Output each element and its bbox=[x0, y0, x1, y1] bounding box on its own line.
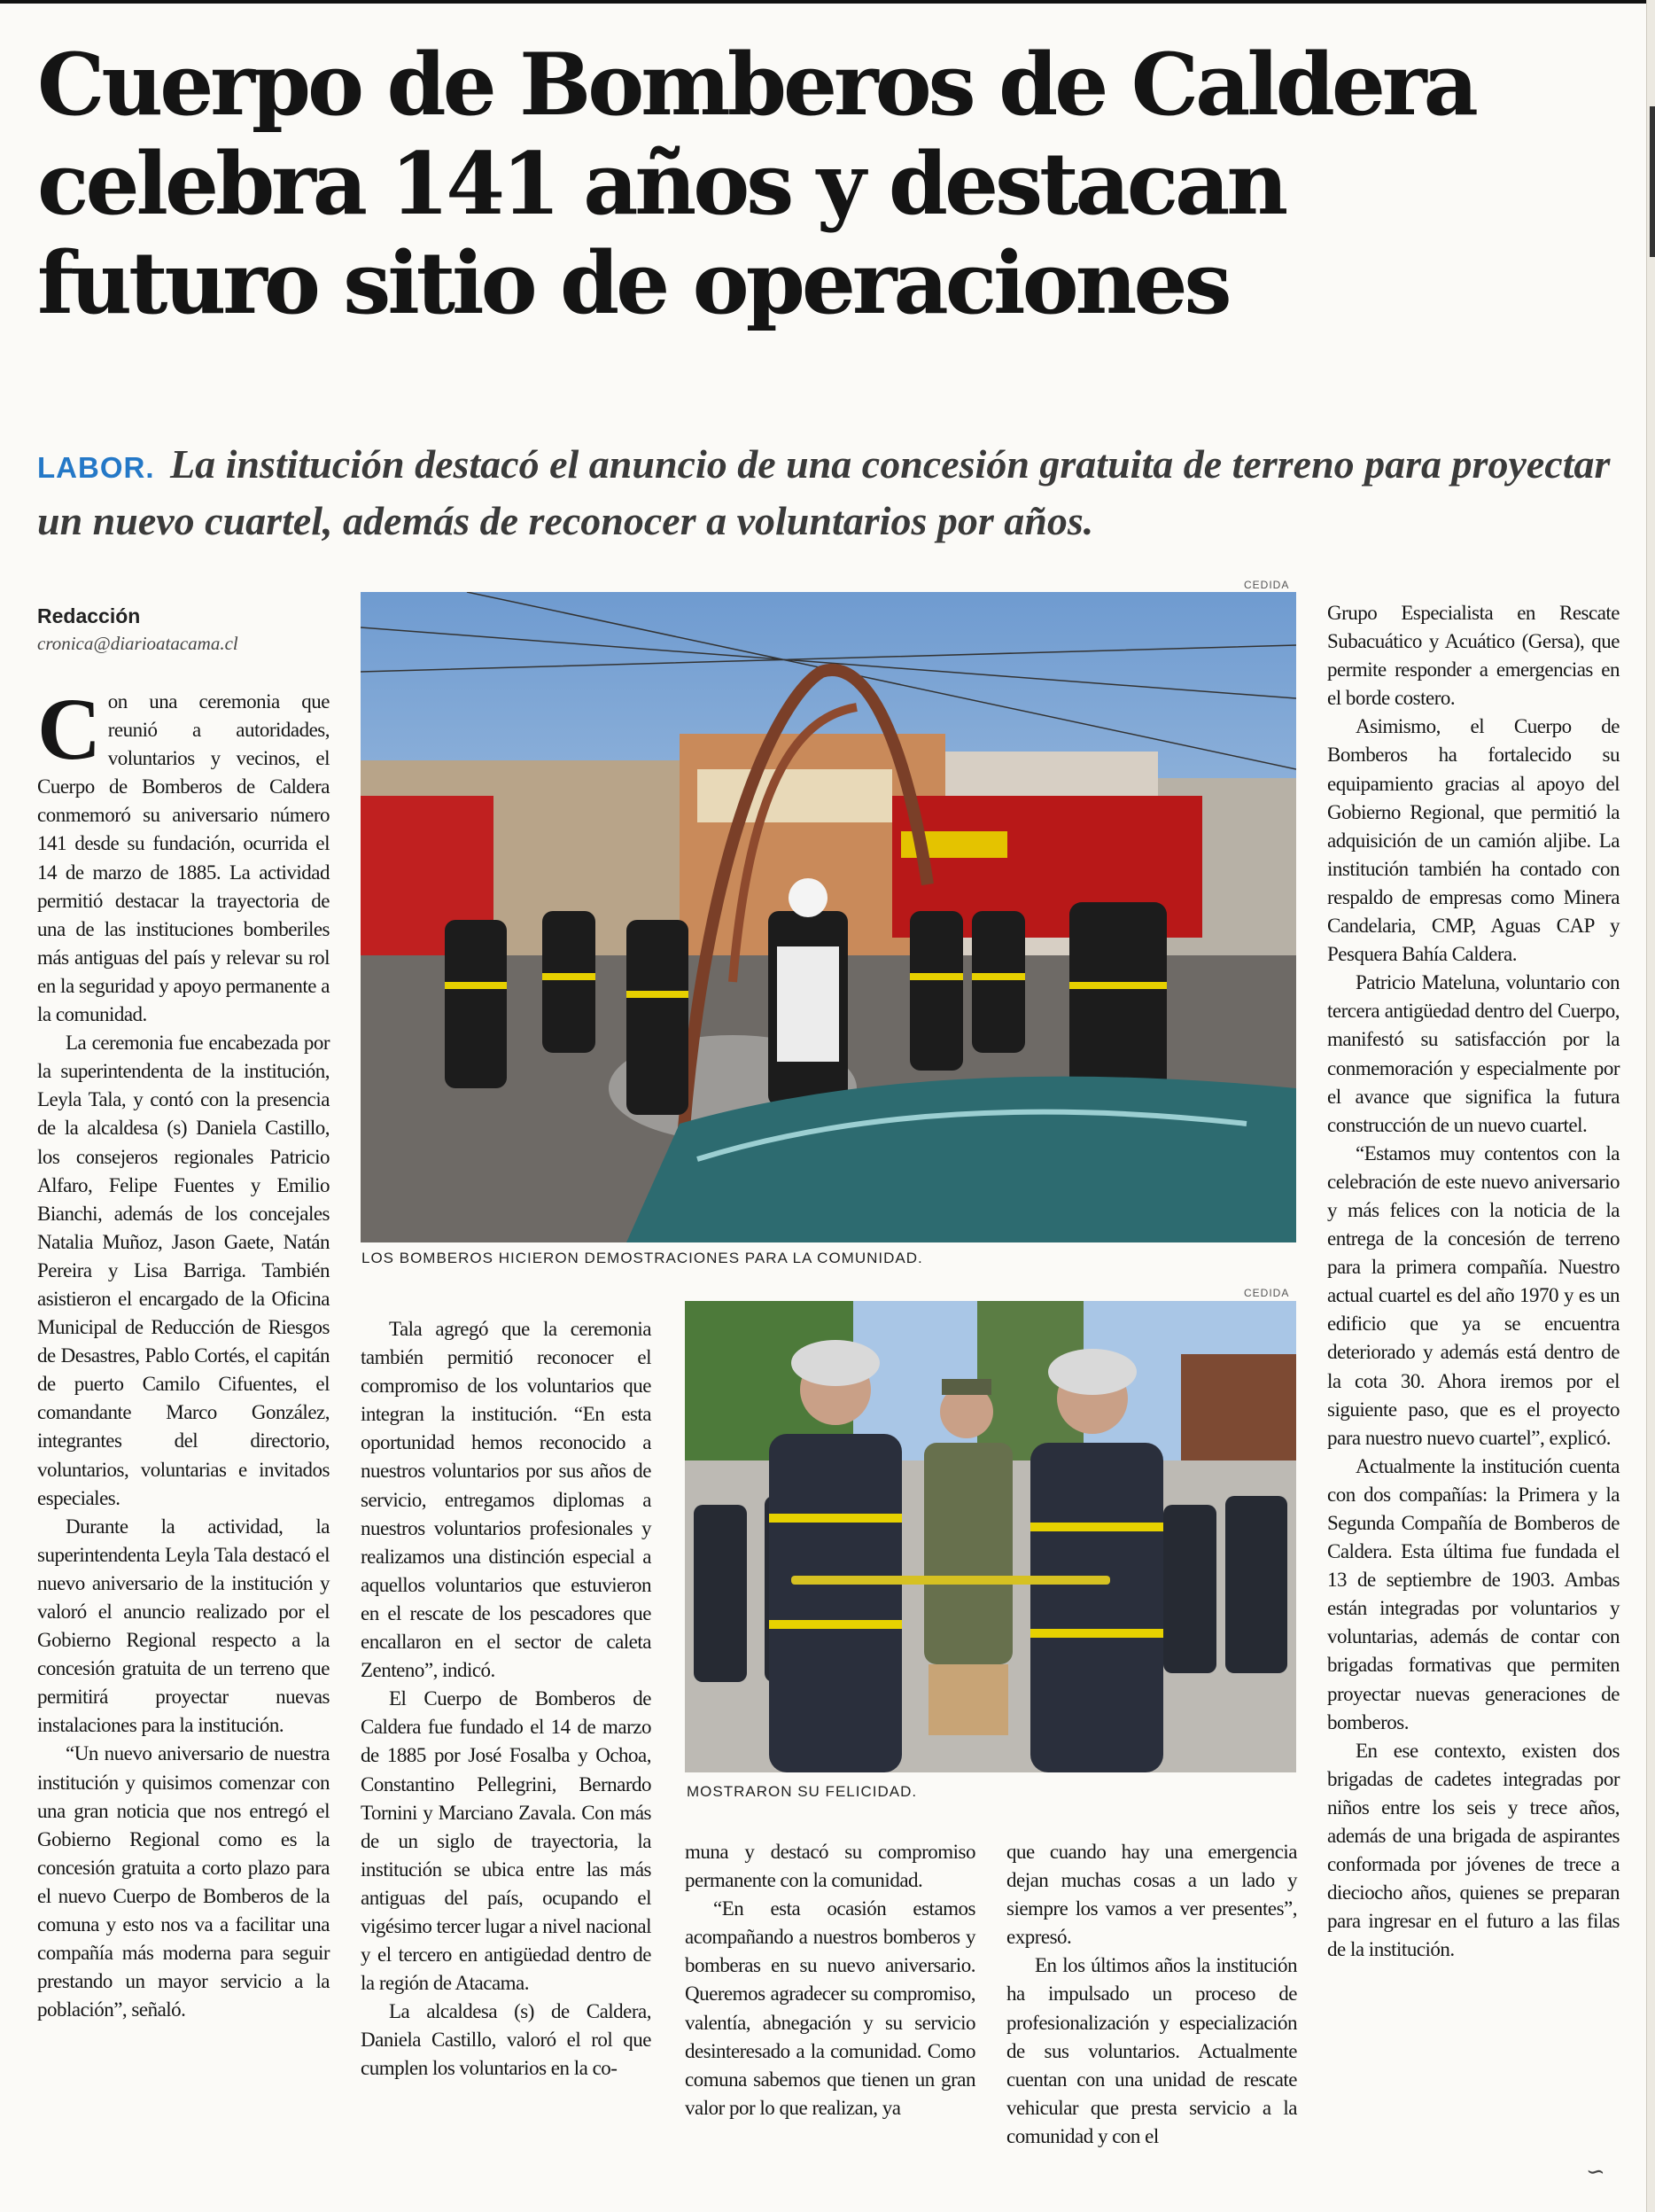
adjacent-page-strip bbox=[1650, 106, 1655, 257]
paragraph: La ceremonia fue encabezada por la superintendenta de la institución, Leyla Tala, y contó con la presencia de la alcaldesa (s) Daniela Castillo, los consejeros regionales Patricio Alfaro, Felipe Fuentes y Emilio Bianchi, además de los concejales Natalia Muñoz, Jason Gaete, Natán Pereira y Lisa Barriga. También asistieron el encargado de la Oficina Municipal de Reducción de Riesgos de Desastres, Pablo Cortés, el capitán de puerto Camilo Cifuentes, el comandante Marco González, integrantes del directorio, voluntarios, voluntarias e invitados especiales. bbox=[37, 1032, 330, 1509]
body-column-1 bbox=[37, 680, 330, 2024]
photo-firefighters-demonstration-image bbox=[361, 592, 1296, 1242]
photo-credit: CEDIDA bbox=[1244, 1287, 1290, 1299]
paragraph: En ese contexto, existen dos brigadas de cadetes integradas por niños entre los seis y trece años, además de una brigada de aspirantes conformada por jóvenes de trece a dieciocho años, quienes se preparan para ingresar en el futuro a las filas de la institución. bbox=[1327, 1739, 1620, 1961]
paragraph: Durante la actividad, la superintendenta Leyla Tala destacó el nuevo aniversario de la institución y valoró el anuncio realizado por el Gobierno Regional respecto a la concesión gratuita de un terreno que permitirá proyectar nuevas instalaciones para la institución. bbox=[37, 1515, 330, 1737]
author-email: cronica@diarioatacama.cl bbox=[37, 633, 238, 654]
headline-line-3: futuro sitio de operaciones bbox=[37, 233, 1229, 333]
subheadline bbox=[37, 438, 1632, 548]
paragraph: Grupo Especialista en Rescate Subacuático y Acuático (Gersa), que permite responder a emergencias en el borde costero. bbox=[1327, 602, 1620, 710]
paragraph: que cuando hay una emergencia dejan muchas cosas a un lado y siempre los vamos a ver presentes”, expresó. bbox=[1006, 1841, 1297, 1949]
photo-firefighters-portrait-image bbox=[685, 1301, 1296, 1772]
top-rule bbox=[0, 0, 1650, 4]
paragraph: Patricio Mateluna, voluntario con tercera antigüedad dentro del Cuerpo, manifestó su satisfacción por la conmemoración y especialmente por el avance que significa la futura construcción de un nuevo cuartel. bbox=[1327, 971, 1620, 1136]
paragraph: “Estamos muy contentos con la celebración de este nuevo aniversario y más felices con la noticia de la entrega de la concesión de terreno para la primera compañía. Nuestro actual cuartel es del año 1970 y es un edificio que ya se encuentra deteriorado y además está dentro de la cota 30. Ahora iremos por el siguiente paso, que es el proyecto para nuestro nuevo cuartel”, explicó. bbox=[1327, 1141, 1620, 1449]
paragraph: La alcaldesa (s) de Caldera, Daniela Castillo, valoró el rol que cumplen los voluntarios en la co- bbox=[361, 2000, 651, 2080]
paragraph: El Cuerpo de Bomberos de Caldera fue fundado el 14 de marzo de 1885 por José Fosalba y Ochoa, Constantino Pellegrini, Bernardo Tornini y Marciano Zavala. Con más de un siglo de trayectoria, la institución se ubica entre las más antiguas del país, ocupando el vigésimo tercer lugar a nivel nacional y el tercero en antigüedad dentro de la región de Atacama. bbox=[361, 1687, 651, 1995]
photo-firefighters-demonstration bbox=[361, 592, 1296, 1242]
photo-caption: MOSTRARON SU FELICIDAD. bbox=[687, 1783, 918, 1800]
body-column-3 bbox=[685, 1838, 975, 2122]
paragraph: Tala agregó que la ceremonia también permitió reconocer el compromiso de los voluntarios que integran la institución. “En esta oportunidad hemos reconocido a nuestros voluntarios por sus años de servicio, entregamos diplomas a nuestros voluntarios profesionales y realizamos una distinción especial a aquellos voluntarios que estuvieron en el rescate de los pescadores que encallaron en el sector de caleta Zenteno”, indicó. bbox=[361, 1318, 651, 1682]
section-tag: LABOR. bbox=[37, 451, 155, 484]
photo-credit: CEDIDA bbox=[1244, 579, 1290, 591]
subheadline-text: La institución destacó el anuncio de una concesión gratuita de terreno para proyectar un nuevo cuartel, además de reconocer a voluntarios por años. bbox=[37, 441, 1611, 543]
headline bbox=[37, 35, 1623, 333]
paragraph: Asimismo, el Cuerpo de Bomberos ha fortalecido su equipamiento gracias al apoyo del Gobierno Regional, que permitió la adquisición de un camión aljibe. La institución también ha contado con respaldo de empresas como Minera Candelaria, CMP, Aguas CAP y Pesquera Bahía Caldera. bbox=[1327, 715, 1620, 966]
paragraph: “En esta ocasión estamos acompañando a nuestros bomberos y bomberas en su nuevo aniversario. Queremos agradecer su compromiso, valentía, abnegación y su servicio desinteresado a la comunidad. Como comuna sabemos que tienen un gran valor por lo que realizan, ya bbox=[685, 1897, 975, 2119]
paragraph: En los últimos años la institución ha impulsado un proceso de profesionalización y especialización de sus voluntarios. Actualmente cuentan con una unidad de rescate vehicular que presta servicio a la comunidad y con el bbox=[1006, 1954, 1297, 2147]
photo-firefighters-portrait bbox=[685, 1301, 1296, 1772]
photo-caption: LOS BOMBEROS HICIERON DEMOSTRACIONES PARA LA COMUNIDAD. bbox=[361, 1250, 923, 1266]
body-column-2 bbox=[361, 1315, 651, 2083]
end-of-article-mark: ∽ bbox=[1586, 2159, 1605, 2185]
paragraph: muna y destacó su compromiso permanente con la comunidad. bbox=[685, 1841, 975, 1892]
adjacent-page-edge bbox=[1646, 0, 1655, 2212]
paragraph: Con una ceremonia que reunió a autoridades, voluntarios y vecinos, el Cuerpo de Bomberos de Caldera conmemoró su aniversario número 141 desde su fundación, ocurrida el 14 de marzo de 1885. La actividad permitió destacar la trayectoria de una de las instituciones bomberiles más antiguas del país y relevar su rol en la seguridad y apoyo permanente a la comunidad. bbox=[37, 680, 330, 1026]
headline-line-2: celebra 141 años y destacan bbox=[37, 134, 1286, 234]
byline: Redacción bbox=[37, 604, 141, 627]
headline-line-1: Cuerpo de Bomberos de Caldera bbox=[37, 35, 1475, 135]
paragraph: Actualmente la institución cuenta con dos compañías: la Primera y la Segunda Compañía de Bomberos de Caldera. Esta última fue fundada el 13 de septiembre de 1903. Ambas están integradas por voluntarios y voluntarias, además de contar con brigadas formativas que permiten proyectar nuevas generaciones de bomberos. bbox=[1327, 1454, 1620, 1733]
paragraph: “Un nuevo aniversario de nuestra institución y quisimos comenzar con una gran noticia que nos entregó el Gobierno Regional como es la concesión gratuita a corto plazo para el nuevo Cuerpo de Bomberos de la comuna y esto nos va a facilitar una compañía más moderna para seguir prestando un mayor servicio a la población”, señaló. bbox=[37, 1742, 330, 2021]
body-column-4 bbox=[1006, 1838, 1297, 2151]
body-column-5 bbox=[1327, 599, 1620, 1965]
